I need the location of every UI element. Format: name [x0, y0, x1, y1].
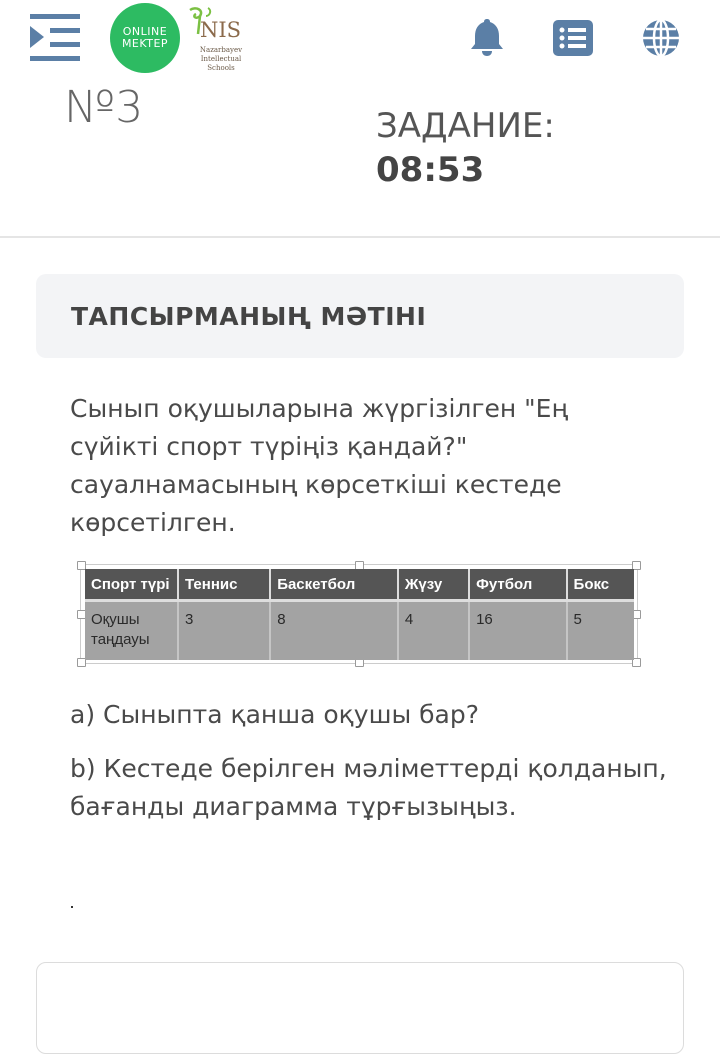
sport-table: [85, 569, 634, 660]
nis-subtitle: Nazarbayev Intellectual Schools: [199, 46, 243, 72]
logo-mektep-text: MEKTEP: [121, 37, 169, 50]
table-header-cell: Жүзу: [398, 569, 469, 601]
table-header-cell: Футбол: [469, 569, 566, 601]
table-header-cell: Теннис: [178, 569, 270, 601]
task-card-header: [36, 274, 684, 358]
nis-wordmark: NIS: [200, 18, 242, 42]
table-cell: 3: [178, 601, 270, 661]
table-header-cell: Бокс: [567, 569, 634, 601]
top-bar: [0, 0, 720, 80]
nis-logo: [186, 6, 248, 72]
table-cell: 4: [398, 601, 469, 661]
table-header-cell: Спорт түрі: [85, 569, 178, 601]
task-card-title: ТАПСЫРМАНЫҢ МӘТІНІ: [71, 302, 427, 331]
stray-dot: [71, 906, 73, 908]
table-row: [85, 601, 634, 661]
task-text: Сынып оқушыларына жүргізілген "Ең сүйікті спорт түріңіз қандай?" сауалнамасының көрсеткіші кестеде көрсетілген.: [70, 394, 568, 537]
question-a: a) Сыныпта қанша оқушы бар?: [70, 700, 480, 729]
table-cell: 16: [469, 601, 566, 661]
header-divider: [0, 236, 720, 238]
table-cell: 5: [567, 601, 634, 661]
bell-icon[interactable]: [468, 17, 506, 57]
list-icon[interactable]: [553, 20, 593, 56]
menu-collapse-icon[interactable]: [30, 14, 80, 62]
task-table-image: [80, 564, 638, 664]
online-mektep-logo[interactable]: [110, 3, 180, 73]
task-number: №3: [64, 82, 144, 133]
table-cell: Оқушы таңдауы: [85, 601, 178, 661]
table-cell: 8: [270, 601, 398, 661]
timer: 08:53: [376, 150, 485, 190]
question-b: b) Кестеде берілген мәліметтерді қолданып, бағанды диаграмма тұрғызыңыз.: [70, 754, 667, 821]
logo-online-text: ONLINE: [122, 25, 168, 38]
answer-input-box[interactable]: [36, 962, 684, 1054]
task-label: ЗАДАНИЕ:: [376, 106, 555, 146]
table-header-row: [85, 569, 634, 601]
globe-icon[interactable]: [641, 18, 681, 58]
table-header-cell: Баскетбол: [270, 569, 398, 601]
